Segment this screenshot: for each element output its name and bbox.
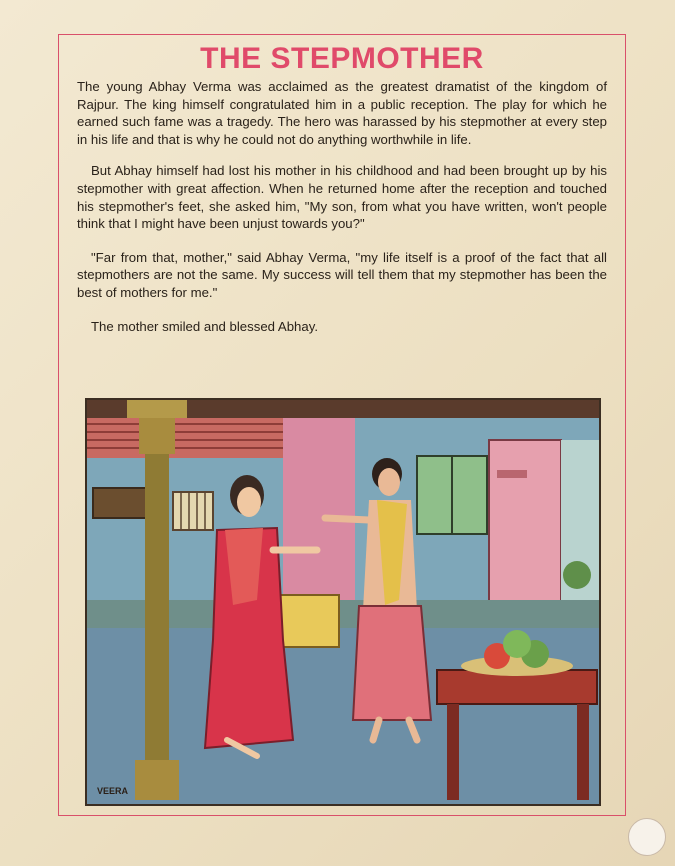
window-grille [173,492,213,530]
illustration-scene [87,400,599,804]
story-text [77,78,607,335]
publisher-stamp-icon [628,818,666,856]
story-title: THE STEPMOTHER [200,42,484,75]
tree [563,561,591,589]
paragraph-2: But Abhay himself had lost his mother in his childhood and had been brought up by his stepmother with great affection. When he returned home after the reception and touched his stepmother's feet, she asked him, "My son, from what you have written, won't people think that I might have been unjust towards you?" [77,163,607,232]
pillar-shaft [145,454,169,764]
artist-signature: VEERA [97,786,129,796]
wall-picture [93,488,151,518]
paragraph-1: The young Abhay Verma was acclaimed as the greatest dramatist of the kingdom of Rajpur. The king himself congratulated him in a public reception. The play for which he earned such fame was a tragedy. The hero was harassed by his stepmother at every step in his life and that is why he could not do anything worthwhile in life. [77,79,607,147]
yellow-chest [277,595,339,647]
paragraph-4: The mother smiled and blessed Abhay. [91,318,318,334]
pillar-base [135,760,179,800]
pillar-capital [127,400,187,418]
paragraph-3: "Far from that, mother," said Abhay Verma, "my life itself is a proof of the fact that all stepmothers are not the same. My success will tell them that my stepmother has been the best of mothers for me." [77,249,607,300]
story-illustration [85,398,601,806]
